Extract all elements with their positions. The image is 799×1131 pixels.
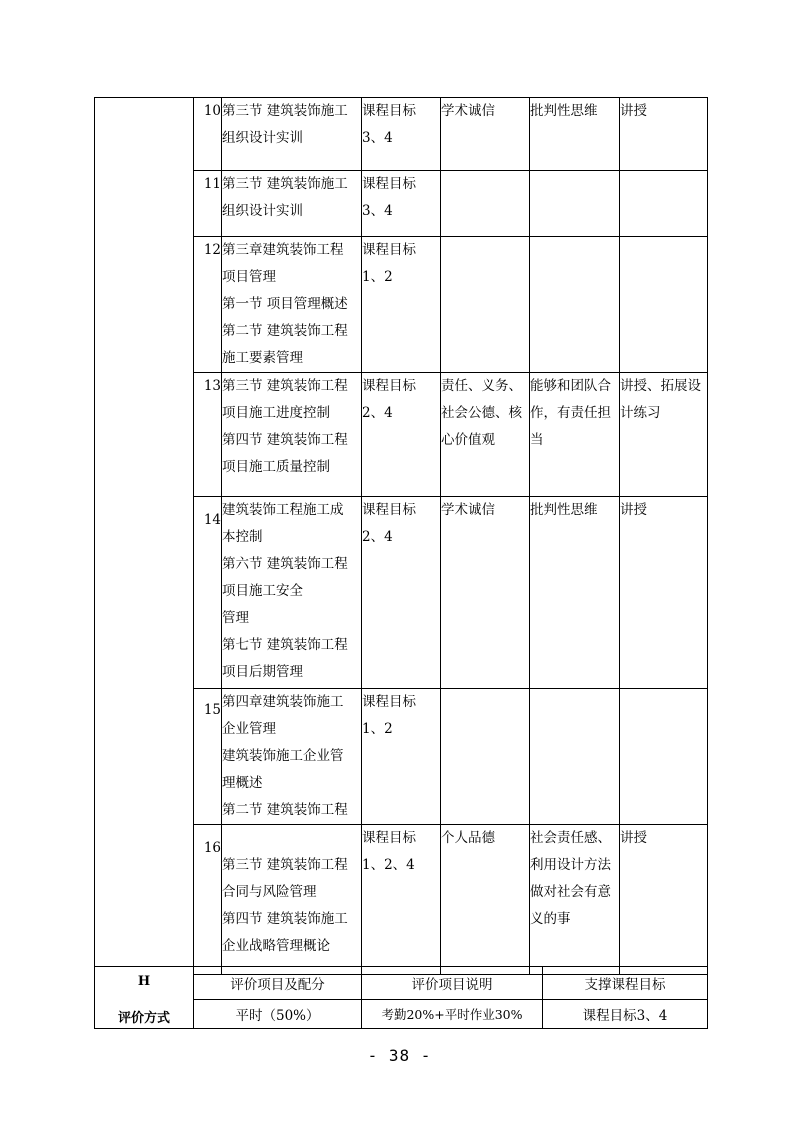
evaluation-table xyxy=(94,966,708,1029)
header-cell: 评价项目及配分 xyxy=(194,967,362,1000)
evaluation-section-label xyxy=(95,967,194,1029)
row-number: 12 xyxy=(194,237,222,373)
content-line: 本控制 xyxy=(222,529,263,545)
goal-line: 课程目标 xyxy=(362,502,416,518)
element-cell xyxy=(441,497,530,689)
content-line: 组织设计实训 xyxy=(222,203,303,219)
row-number: 11 xyxy=(194,171,222,237)
content-line: 第二节 建筑装饰工程 xyxy=(222,323,348,339)
course-content-table xyxy=(94,97,708,975)
content-line: 第三章建筑装饰工程 xyxy=(222,242,344,258)
content-line: 施工要素管理 xyxy=(222,350,303,366)
value-cell: 平时（50%） xyxy=(194,999,362,1028)
element-text: 学术诚信 xyxy=(441,502,495,518)
goal-cell xyxy=(362,237,441,373)
content-line: 第四节 建筑装饰施工 xyxy=(222,911,348,927)
point-cell xyxy=(530,825,620,975)
method-cell xyxy=(620,373,708,497)
method-text: 讲授 xyxy=(620,103,647,119)
element-text: 责任、义务、社会公德、核心价值观 xyxy=(441,378,522,448)
goal-cell xyxy=(362,373,441,497)
method-cell xyxy=(620,171,708,237)
content-line: 合同与风险管理 xyxy=(222,884,317,900)
goal-cell xyxy=(362,689,441,825)
point-cell xyxy=(530,373,620,497)
goal-cell xyxy=(362,825,441,975)
content-line: 理概述 xyxy=(222,775,263,791)
evaluation-header-row xyxy=(95,967,708,1000)
goal-line: 2、4 xyxy=(362,529,393,545)
goal-line: 2、4 xyxy=(362,405,393,421)
method-cell xyxy=(620,237,708,373)
content-cell xyxy=(222,373,362,497)
row-number: 16 xyxy=(194,825,222,975)
method-cell xyxy=(620,689,708,825)
element-cell xyxy=(441,373,530,497)
method-cell xyxy=(620,98,708,171)
content-line: 项目施工进度控制 xyxy=(222,405,330,421)
row-number: 13 xyxy=(194,373,222,497)
content-line: 第七节 建筑装饰工程 xyxy=(222,637,348,653)
content-cell xyxy=(222,497,362,689)
goal-line: 课程目标 xyxy=(362,694,416,710)
goal-line: 3、4 xyxy=(362,203,393,219)
content-line: 项目后期管理 xyxy=(222,664,303,680)
goal-line: 课程目标 xyxy=(362,830,416,846)
method-text: 讲授 xyxy=(620,830,647,846)
element-text: 学术诚信 xyxy=(441,103,495,119)
content-line: 项目管理 xyxy=(222,269,276,285)
element-cell xyxy=(441,825,530,975)
point-cell xyxy=(530,171,620,237)
content-cell xyxy=(222,237,362,373)
content-cell xyxy=(222,825,362,975)
content-line: 第三节 建筑装饰工程 xyxy=(222,378,348,394)
method-text: 讲授、拓展设计练习 xyxy=(620,378,701,421)
goal-line: 课程目标 xyxy=(362,242,416,258)
content-line: 组织设计实训 xyxy=(222,130,303,146)
content-line: 第三节 建筑装饰施工 xyxy=(222,176,348,192)
element-cell xyxy=(441,689,530,825)
point-cell xyxy=(530,689,620,825)
point-cell xyxy=(530,98,620,171)
content-line: 第一节 项目管理概述 xyxy=(222,296,348,312)
goal-line: 课程目标 xyxy=(362,176,416,192)
method-cell xyxy=(620,825,708,975)
point-text: 批判性思维 xyxy=(530,103,598,119)
content-cell xyxy=(222,98,362,171)
goal-line: 课程目标 xyxy=(362,378,416,394)
content-line: 企业战略管理概论 xyxy=(222,938,330,954)
content-line: 第四节 建筑装饰工程 xyxy=(222,432,348,448)
row-number: 10 xyxy=(194,98,222,171)
point-text: 能够和团队合作，有责任担当 xyxy=(530,378,611,448)
method-cell xyxy=(620,497,708,689)
content-cell xyxy=(222,689,362,825)
content-line: 项目施工质量控制 xyxy=(222,459,330,475)
header-cell: 评价项目说明 xyxy=(362,967,543,1000)
content-line: 建筑装饰工程施工成 xyxy=(222,502,344,518)
method-text: 讲授 xyxy=(620,502,647,518)
goal-cell xyxy=(362,497,441,689)
content-line: 第二节 建筑装饰工程 xyxy=(222,802,348,818)
value-cell: 考勤20%+平时作业30% xyxy=(362,999,543,1028)
value-cell: 课程目标3、4 xyxy=(543,999,708,1028)
element-cell xyxy=(441,98,530,171)
point-text: 批判性思维 xyxy=(530,502,598,518)
goal-cell xyxy=(362,171,441,237)
table-row xyxy=(95,98,708,171)
content-line: 管理 xyxy=(222,610,249,626)
point-cell xyxy=(530,237,620,373)
row-number: 14 xyxy=(194,497,222,689)
element-cell xyxy=(441,171,530,237)
content-cell xyxy=(222,171,362,237)
goal-line: 1、2、4 xyxy=(362,857,415,873)
point-text: 社会责任感、利用设计方法做对社会有意义的事 xyxy=(530,830,611,927)
section-letter: H xyxy=(137,974,151,989)
content-line: 第四章建筑装饰施工 xyxy=(222,694,344,710)
content-line: 企业管理 xyxy=(222,721,276,737)
content-line: 建筑装饰施工企业管 xyxy=(222,748,344,764)
left-blank-cell xyxy=(95,98,194,975)
element-text: 个人品德 xyxy=(441,830,495,846)
content-line: 第三节 建筑装饰施工 xyxy=(222,103,348,119)
content-line: 项目施工安全 xyxy=(222,583,303,599)
content-line: 第三节 建筑装饰工程 xyxy=(222,857,348,873)
row-number: 15 xyxy=(194,689,222,825)
goal-line: 1、2 xyxy=(362,721,393,737)
element-cell xyxy=(441,237,530,373)
content-line: 第六节 建筑装饰工程 xyxy=(222,556,348,572)
header-cell: 支撑课程目标 xyxy=(543,967,708,1000)
goal-line: 1、2 xyxy=(362,269,393,285)
content-line xyxy=(222,825,361,852)
goal-line: 3、4 xyxy=(362,130,393,146)
page-number: - 38 - xyxy=(367,1046,432,1065)
point-cell xyxy=(530,497,620,689)
section-title: 评价方式 xyxy=(117,1011,170,1026)
goal-line: 课程目标 xyxy=(362,103,416,119)
goal-cell xyxy=(362,98,441,171)
